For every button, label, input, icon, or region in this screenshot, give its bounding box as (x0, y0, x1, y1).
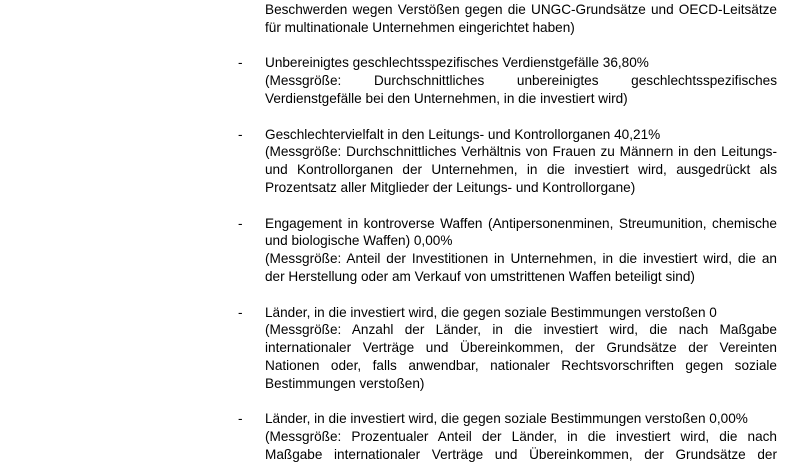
paragraph-body (265, 126, 777, 197)
bullet-dash: - (238, 215, 243, 231)
bullet-item (238, 410, 777, 463)
paragraph-body (265, 215, 777, 286)
text-line: (Messgröße: Prozentualer Anteil der Länder, in die investiert wird, die nach (265, 429, 777, 445)
bullet-dash-empty (238, 1, 265, 37)
text-line: Bestimmungen verstoßen) (265, 375, 425, 391)
continuation-paragraph (238, 1, 777, 37)
text-line: Länder, in die investiert wird, die gegen soziale Bestimmungen verstoßen 0 (265, 304, 717, 320)
text-line: Länder, in die investiert wird, die gegen soziale Bestimmungen verstoßen 0,00% (265, 411, 748, 427)
bullet-item (238, 54, 777, 107)
bullet-dash: - (238, 126, 243, 142)
paragraph-body (265, 1, 777, 37)
text-line: Verdienstgefälle bei den Unternehmen, in die investiert wird) (265, 90, 628, 106)
bullet-item (238, 126, 777, 197)
text-line: und biologische Waffen) 0,00% (265, 233, 453, 249)
text-line: internationaler Verträge und Übereinkommen, der Grundsätze der Vereinten (265, 340, 777, 356)
text-line: (Messgröße: Durchschnittliches Verhältnis von Frauen zu Männern in den Leitungs- (265, 144, 777, 160)
paragraph-body (265, 54, 777, 107)
paragraph-body (265, 410, 777, 463)
text-line: (Messgröße: Durchschnittliches unbereinigtes geschlechtsspezifisches (265, 73, 777, 89)
bullet-item (238, 304, 777, 393)
text-line: Beschwerden wegen Verstößen gegen die UNGC-Grundsätze und OECD-Leitsätze (265, 2, 777, 17)
text-line: und Kontrollorganen der Unternehmen, in die investiert wird, ausgedrückt als (265, 162, 777, 178)
text-line: (Messgröße: Anzahl der Länder, in die investiert wird, die nach Maßgabe (265, 322, 777, 338)
paragraph-body (265, 304, 777, 393)
paragraph-list (238, 1, 777, 474)
bullet-dash: - (238, 55, 243, 71)
text-line: für multinationale Unternehmen eingerichtet haben) (265, 19, 575, 35)
text-line: Maßgabe internationaler Verträge und Übereinkommen, der Grundsätze der (265, 446, 777, 462)
text-line: der Herstellung oder am Verkauf von umstrittenen Waffen beteiligt sind) (265, 268, 695, 284)
bullet-item (238, 215, 777, 286)
text-line: Engagement in kontroverse Waffen (Antipersonenminen, Streumunition, chemische (265, 215, 777, 231)
text-line: (Messgröße: Anteil der Investitionen in Unternehmen, in die investiert wird, die an (265, 251, 777, 267)
text-line: Unbereinigtes geschlechtsspezifisches Verdienstgefälle 36,80% (265, 55, 649, 71)
text-line: Geschlechtervielfalt in den Leitungs- und Kontrollorganen 40,21% (265, 126, 661, 142)
bullet-dash: - (238, 304, 243, 320)
bullet-dash: - (238, 411, 243, 427)
text-line: Prozentsatz aller Mitglieder der Leitungs- und Kontrollorgane) (265, 179, 636, 195)
text-line: Nationen oder, falls anwendbar, nationaler Rechtsvorschriften gegen soziale (265, 357, 777, 373)
